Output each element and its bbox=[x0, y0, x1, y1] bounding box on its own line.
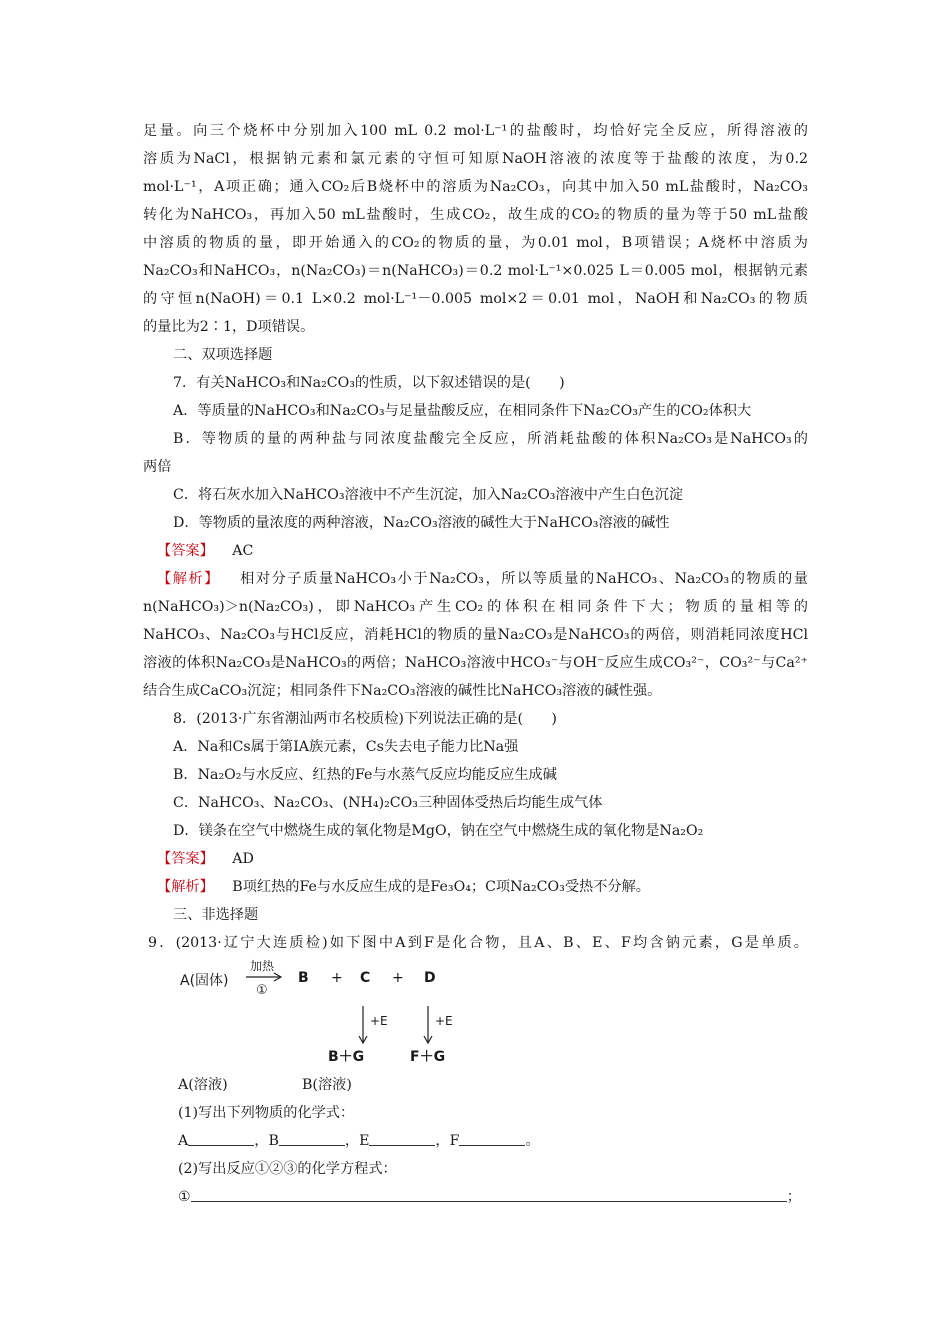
analysis-line: 转化为NaHCO₃，再加入50 mL盐酸时，生成CO₂，故生成的CO₂的物质的量为等于50 mL盐酸 bbox=[143, 207, 808, 223]
analysis-line: 的守恒n(NaOH)＝0.1 L×0.2 mol·L⁻¹－0.005 mol×2＝0.01 mol，NaOH和Na₂CO₃的物质 bbox=[143, 291, 808, 307]
analysis-line: n(NaHCO₃)＞n(Na₂CO₃)，即NaHCO₃产生CO₂的体积在相同条件下大；物质的量相等的 bbox=[143, 599, 808, 615]
answer-blank-e[interactable] bbox=[369, 1133, 435, 1146]
fill-label-b: ，B bbox=[254, 1133, 279, 1149]
analysis-line: 中溶质的物质的量，即开始通入的CO₂的物质的量，为0.01 mol，B项错误；A烧杯中溶质为 bbox=[143, 235, 808, 251]
option-b-continued: 两倍 bbox=[143, 459, 172, 475]
equation-number: ① bbox=[178, 1189, 191, 1205]
reaction-number: ① bbox=[256, 983, 268, 998]
analysis-text: 相对分子质量NaHCO₃小于Na₂CO₃，所以等质量的NaHCO₃、Na₂CO₃的物质的量 bbox=[240, 571, 808, 587]
result-b-g: B＋G bbox=[328, 1049, 365, 1065]
equation-row bbox=[178, 1187, 843, 1207]
solution-a-label: A(溶液) bbox=[178, 1077, 228, 1093]
section-heading: 三、非选择题 bbox=[173, 907, 259, 923]
analysis-line bbox=[157, 877, 822, 897]
option-a: A．等质量的NaHCO₃和Na₂CO₃与足量盐酸反应，在相同条件下Na₂CO₃产生的CO₂体积大 bbox=[173, 403, 752, 419]
analysis-line: mol·L⁻¹，A项正确；通入CO₂后B烧杯中的溶质为Na₂CO₃，向其中加入50 mL盐酸时，Na₂CO₃ bbox=[143, 179, 808, 195]
product-d: D bbox=[424, 970, 436, 986]
plus-sign: + bbox=[331, 970, 343, 986]
fill-end: 。 bbox=[525, 1133, 540, 1149]
analysis-line: NaHCO₃、Na₂CO₃与HCl反应，消耗HCl的物质的量Na₂CO₃是NaHCO₃的两倍，则消耗同浓度HCl bbox=[143, 627, 808, 643]
sub-question-1: (1)写出下列物质的化学式： bbox=[178, 1105, 355, 1121]
answer-tag: 【答案】 bbox=[157, 543, 214, 559]
product-c: C bbox=[360, 970, 371, 986]
sub-question-2: (2)写出反应①②③的化学方程式： bbox=[178, 1161, 397, 1177]
analysis-line: 溶液的体积Na₂CO₃是NaHCO₃的两倍；NaHCO₃溶液中HCO₃⁻与OH⁻反应生成CO₃²⁻，CO₃²⁻与Ca²⁺ bbox=[143, 655, 808, 671]
answer-line bbox=[157, 541, 822, 561]
down-arrow bbox=[355, 1004, 371, 1046]
condition-heat: 加热 bbox=[250, 959, 275, 973]
equation-end: ； bbox=[786, 1189, 801, 1205]
analysis-line: 结合生成CaCO₃沉淀；相同条件下Na₂CO₃溶液的碱性比NaHCO₃溶液的碱性强。 bbox=[143, 683, 662, 699]
analysis-line: Na₂CO₃和NaHCO₃，n(Na₂CO₃)＝n(NaHCO₃)＝0.2 mol·L⁻¹×0.025 L＝0.005 mol，根据钠元素 bbox=[143, 263, 808, 279]
answer-value: AD bbox=[232, 851, 254, 867]
down-arrow bbox=[420, 1004, 436, 1046]
question-stem: 8．(2013·广东省潮汕两市名校质检)下列说法正确的是( ) bbox=[173, 711, 557, 727]
option-d: D．等物质的量浓度的两种溶液，Na₂CO₃溶液的碱性大于NaHCO₃溶液的碱性 bbox=[173, 515, 670, 531]
option-d: D．镁条在空气中燃烧生成的氧化物是MgO，钠在空气中燃烧生成的氧化物是Na₂O₂ bbox=[173, 823, 704, 839]
option-c: C．NaHCO₃、Na₂CO₃、(NH₄)₂CO₃三种固体受热后均能生成气体 bbox=[173, 795, 603, 811]
product-b: B bbox=[298, 970, 309, 986]
answer-line bbox=[157, 849, 822, 869]
question-stem: 9．(2013·辽宁大连质检)如下图中A到F是化合物，且A、B、E、F均含钠元素，G是单质。 bbox=[148, 935, 808, 951]
answer-blank-a[interactable] bbox=[188, 1133, 254, 1146]
analysis-line: 足量。向三个烧杯中分别加入100 mL 0.2 mol·L⁻¹的盐酸时，均恰好完全反应，所得溶液的 bbox=[143, 123, 808, 139]
section-heading: 二、双项选择题 bbox=[173, 347, 273, 363]
option-c: C．将石灰水加入NaHCO₃溶液中不产生沉淀，加入Na₂CO₃溶液中产生白色沉淀 bbox=[173, 487, 684, 503]
question-stem: 7．有关NaHCO₃和Na₂CO₃的性质，以下叙述错误的是( ) bbox=[173, 375, 565, 391]
start-substance: A(固体) bbox=[180, 973, 229, 989]
fill-label-f: ，F bbox=[435, 1133, 460, 1149]
fill-in-row bbox=[178, 1131, 843, 1151]
reagent-e: +E bbox=[435, 1014, 453, 1028]
equation-blank[interactable] bbox=[191, 1189, 787, 1202]
answer-blank-b[interactable] bbox=[279, 1133, 345, 1146]
analysis-line: 溶质为NaCl，根据钠元素和氯元素的守恒可知原NaOH溶液的浓度等于盐酸的浓度，为0.2 bbox=[143, 151, 808, 167]
analysis-text: B项红热的Fe与水反应生成的是Fe₃O₄；C项Na₂CO₃受热不分解。 bbox=[232, 879, 650, 895]
analysis-tag: 【解析】 bbox=[157, 879, 214, 895]
result-f-g: F＋G bbox=[410, 1049, 446, 1065]
plus-sign: + bbox=[392, 970, 404, 986]
option-b: B．Na₂O₂与水反应、红热的Fe与水蒸气反应均能反应生成碱 bbox=[173, 767, 557, 783]
fill-label-a: A bbox=[178, 1133, 189, 1149]
analysis-tag: 【解析】 bbox=[157, 571, 221, 587]
answer-blank-f[interactable] bbox=[459, 1133, 525, 1146]
fill-label-e: ，E bbox=[344, 1133, 370, 1149]
analysis-line: 的量比为2∶1，D项错误。 bbox=[143, 319, 315, 335]
reagent-e: +E bbox=[370, 1014, 388, 1028]
option-a: A．Na和Cs属于第ⅠA族元素，Cs失去电子能力比Na强 bbox=[173, 739, 519, 755]
reaction-arrow bbox=[244, 970, 284, 984]
answer-tag: 【答案】 bbox=[157, 851, 214, 867]
answer-value: AC bbox=[232, 543, 254, 559]
analysis-first-line bbox=[157, 569, 808, 589]
solution-b-label: B(溶液) bbox=[302, 1077, 352, 1093]
option-b: B．等物质的量的两种盐与同浓度盐酸完全反应，所消耗盐酸的体积Na₂CO₃是NaHCO₃的 bbox=[173, 431, 808, 447]
